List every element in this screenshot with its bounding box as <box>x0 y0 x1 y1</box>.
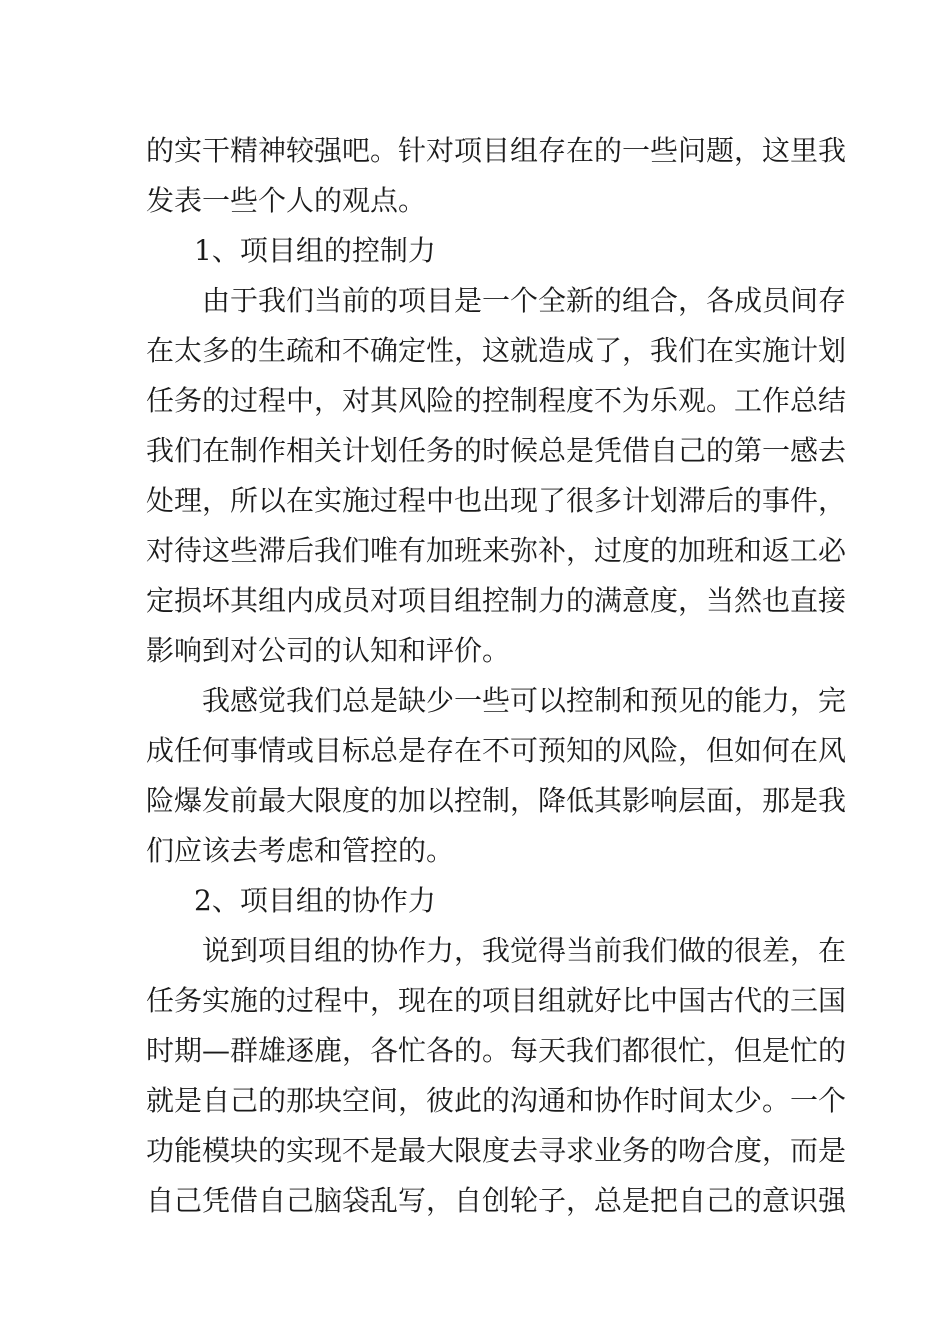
section-heading-collaboration: 2、项目组的协作力 <box>194 884 436 917</box>
paragraph-line: 影响到对公司的认知和评价。 <box>146 634 511 667</box>
paragraph-line: 由于我们当前的项目是一个全新的组合，各成员间存 <box>202 284 847 317</box>
document-body <box>146 126 847 1226</box>
paragraph-line: 处理，所以在实施过程中也出现了很多计划滞后的事件， <box>146 484 847 517</box>
paragraph-line: 功能模块的实现不是最大限度去寻求业务的吻合度，而是 <box>146 1134 847 1167</box>
paragraph-line: 我们在制作相关计划任务的时候总是凭借自己的第一感去 <box>146 434 847 467</box>
paragraph-line: 任务实施的过程中，现在的项目组就好比中国古代的三国 <box>146 984 847 1017</box>
paragraph-line: 就是自己的那块空间，彼此的沟通和协作时间太少。一个 <box>146 1084 847 1117</box>
paragraph-line: 成任何事情或目标总是存在不可预知的风险，但如何在风 <box>146 734 847 767</box>
paragraph-line: 险爆发前最大限度的加以控制，降低其影响层面，那是我 <box>146 784 847 817</box>
paragraph-line: 发表一些个人的观点。 <box>146 184 427 217</box>
section-heading-control: 1、项目组的控制力 <box>194 234 436 267</box>
paragraph-line: 们应该去考虑和管控的。 <box>146 834 455 867</box>
paragraph-line: 任务的过程中，对其风险的控制程度不为乐观。工作总结 <box>146 384 847 417</box>
paragraph-line: 定损坏其组内成员对项目组控制力的满意度，当然也直接 <box>146 584 847 617</box>
paragraph-line: 对待这些滞后我们唯有加班来弥补，过度的加班和返工必 <box>146 534 847 567</box>
paragraph-line: 的实干精神较强吧。针对项目组存在的一些问题，这里我 <box>146 134 847 167</box>
paragraph-line: 在太多的生疏和不确定性，这就造成了，我们在实施计划 <box>146 334 847 367</box>
paragraph-line: 说到项目组的协作力，我觉得当前我们做的很差，在 <box>202 934 847 967</box>
paragraph-line: 时期—群雄逐鹿，各忙各的。每天我们都很忙，但是忙的 <box>146 1034 847 1067</box>
paragraph-line: 我感觉我们总是缺少一些可以控制和预见的能力，完 <box>202 684 847 717</box>
paragraph-line: 自己凭借自己脑袋乱写，自创轮子，总是把自己的意识强 <box>146 1184 847 1217</box>
